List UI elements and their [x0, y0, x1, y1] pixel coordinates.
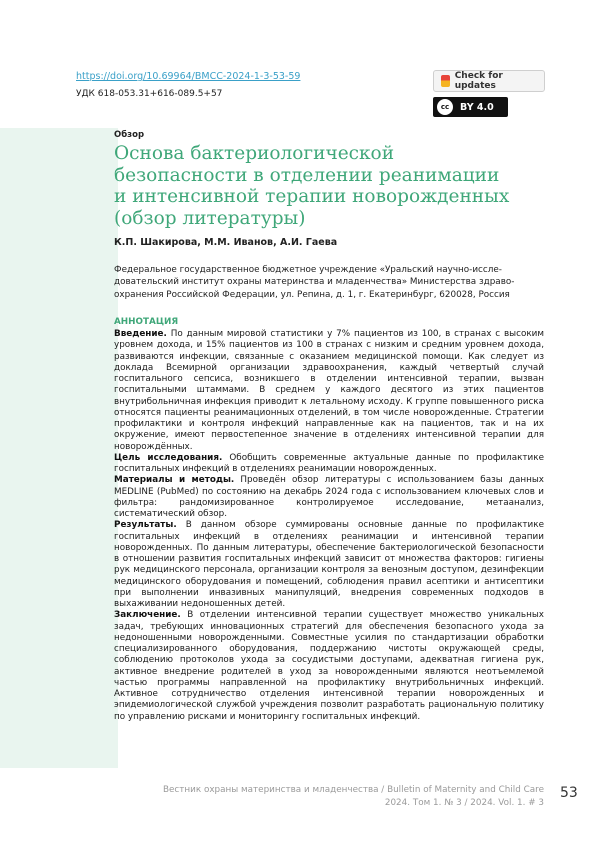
- doi-link[interactable]: https://doi.org/10.69964/BMCC-2024-1-3-53-59: [76, 71, 301, 82]
- section-label: Обзор: [114, 130, 145, 140]
- abstract-heading: АННОТАЦИЯ: [114, 317, 179, 327]
- abstract-results: [114, 520, 544, 610]
- journal-issue: 2024. Том 1. № 3 / 2024. Vol. 1. # 3: [384, 797, 544, 808]
- authors: К.П. Шакирова, М.М. Иванов, А.И. Гаева: [114, 237, 338, 248]
- results-label: Результаты.: [114, 520, 177, 531]
- aim-text: Обобщить современные актуальные данные по профилактике госпитальных инфекций в отделениях реанимации новорожденных.: [114, 452, 544, 474]
- abstract-methods: [114, 475, 544, 520]
- affiliation-line: охранения Российской Федерации, ул. Репина, д. 1, г. Екатеринбург, 620028, Россия: [114, 289, 510, 300]
- affiliation-line: Федеральное государственное бюджетное учреждение «Уральский научно-иссле-: [114, 265, 502, 275]
- results-text: В данном обзоре суммированы основные данные по профилактике госпитальных инфекций в отделениях реанимации и интенсивной терапии новорожденных. По данным литературы, обеспечение бактериологической безопасности в отношении развития госпитальных инфекций зависит от множества факторов: гигиены рук медицинского персонала, организации контроля за венозным доступом, дезинфекции медицинского оборудования и помещений, соблюдения правил асептики и антисептики при выполнении инвазивных манипуляций, внедрения современных подходов в выхаживании недоношенных детей.: [114, 520, 544, 609]
- affiliation: [114, 264, 544, 301]
- page-number: 53: [560, 785, 578, 801]
- license-badge[interactable]: [433, 97, 508, 117]
- abstract-body: [114, 329, 544, 723]
- methods-label: Материалы и методы.: [114, 475, 235, 486]
- footer-journal: [144, 784, 544, 809]
- abstract-conclusion: [114, 610, 544, 723]
- title-line: (обзор литературы): [114, 207, 306, 229]
- abstract-intro: [114, 329, 544, 453]
- abstract-aim: [114, 453, 544, 476]
- bookmark-icon: [441, 75, 450, 87]
- intro-text: По данным мировой статистики у 7% пациентов из 100, в странах с высоким уровнем дохода, и 15% пациентов из 100 в странах с низким и средним уровнем дохода, развиваются инфекции, связанные с оказанием медицинской помощи. Как следует из доклада Всемирной организации здравоохранения, каждый четвертый случай госпитального сепсиса, возникшего в отделении интенсивной терапии, вызван госпитальными штаммами. В среднем у каждого десятого из этих пациентов внутрибольничная инфекция приводит к летальному исходу. К группе повышенного риска относятся пациенты реанимационных отделений, в том числе новорожденные. Стратегии профилактики и контроля инфекций направленные как на пациентов, так и на их окружение, имеют первостепенное значение в отделениях интенсивной терапии для новорождённых.: [114, 329, 544, 452]
- intro-label: Введение.: [114, 329, 167, 339]
- article-title: [114, 143, 534, 229]
- license-label: BY 4.0: [460, 101, 494, 113]
- title-line: безопасности в отделении реанимации: [114, 164, 500, 186]
- title-line: Основа бактериологической: [114, 143, 395, 164]
- methods-text: Проведён обзор литературы с использованием базы данных MEDLINE (PubMed) по состоянию на декабрь 2024 года с использованием ключевых слов и фильтра: рандомизированное контролируемое исследование, метаанализ, систематический обзор.: [114, 475, 544, 519]
- affiliation-line: довательский институт охраны материнства и младенчества» Министерства здраво-: [114, 277, 515, 288]
- conclusion-text: В отделении интенсивной терапии существует множество уникальных задач, требующих инновационных стратегий для обеспечения безопасного ухода за недоношенными новорожденными. Совместные усилия по стандартизации обработки специализированного оборудования, поддержанию чистоты окружающей среды, соблюдению протоколов ухода за сосудистыми доступами, адекватная гигиена рук, активное внедрение родителей в уход за новорожденными являются неотъемлемой частью программы направленной на профилактику внутрибольничных инфекций. Активное сотрудничество отделения интенсивной терапии новорожденных и эпидемиологической службой учреждения позволит разработать рациональную политику по управлению рисками и мониторингу госпитальных инфекций.: [114, 610, 544, 722]
- check-for-updates-button[interactable]: [433, 70, 545, 92]
- journal-name: Вестник охраны материнства и младенчества / Bulletin of Maternity and Child Care: [162, 785, 544, 795]
- aim-label: Цель исследования.: [114, 452, 223, 463]
- cc-icon: cc: [437, 99, 453, 115]
- left-color-band: [0, 128, 118, 768]
- conclusion-label: Заключение.: [114, 610, 181, 621]
- check-for-updates-label: Check for updates: [454, 71, 503, 91]
- udk-code: УДК 618-053.31+616-089.5+57: [76, 89, 223, 99]
- title-line: и интенсивной терапии новорожденных: [114, 186, 510, 207]
